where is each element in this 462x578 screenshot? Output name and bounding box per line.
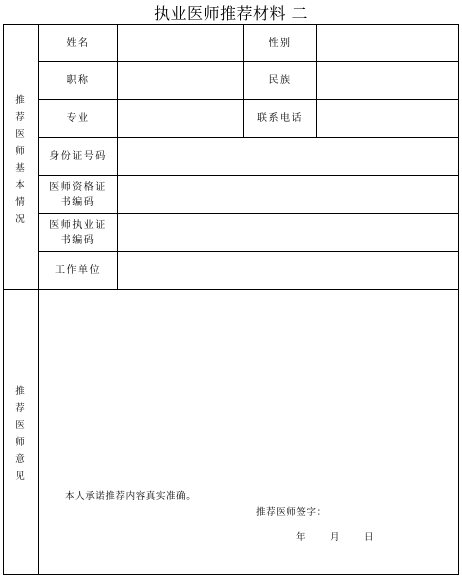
label-specialty: 专业 [66,113,90,124]
value-phone[interactable] [317,100,458,137]
label-id-number: 身份证号码 [49,151,107,162]
date-day: 日 [364,532,375,543]
label-practice-cert-text: 医师执业证书编码 [49,219,107,246]
label-workplace: 工作单位 [55,265,101,276]
value-specialty[interactable] [118,100,243,137]
value-title[interactable] [118,62,243,99]
date-month: 月 [330,532,341,543]
label-name: 姓名 [66,37,90,49]
label-practice-cert [41,214,115,251]
table-border-right [458,24,459,575]
value-practice-cert[interactable] [118,214,458,251]
value-name[interactable] [118,25,243,61]
commitment-statement: 本人承诺推荐内容真实准确。 [65,491,197,502]
label-phone: 联系电话 [257,113,303,124]
value-workplace[interactable] [118,252,458,289]
signature-label: 推荐医师签字： [256,507,327,518]
section-label-basic-text: 推荐医师基本情况 [15,95,25,225]
value-gender[interactable] [317,25,458,61]
label-gender: 性别 [268,37,292,49]
opinion-area[interactable] [39,290,458,574]
value-ethnicity[interactable] [317,62,458,99]
section-label-basic [14,92,28,228]
table-border-bottom [3,574,459,575]
value-id-number[interactable] [118,138,458,175]
document-title: 执业医师推荐材料 二 [153,4,309,23]
value-qualification-cert[interactable] [118,176,458,213]
table-border-left [3,24,4,575]
label-title: 职称 [66,75,90,86]
label-qualification-cert-text: 医师资格证书编码 [49,181,107,208]
label-ethnicity: 民族 [268,75,292,86]
section-label-opinion-text: 推荐医师意见 [15,386,25,482]
label-qualification-cert [41,176,115,213]
section-label-opinion [14,383,28,485]
date-year: 年 [296,532,307,543]
